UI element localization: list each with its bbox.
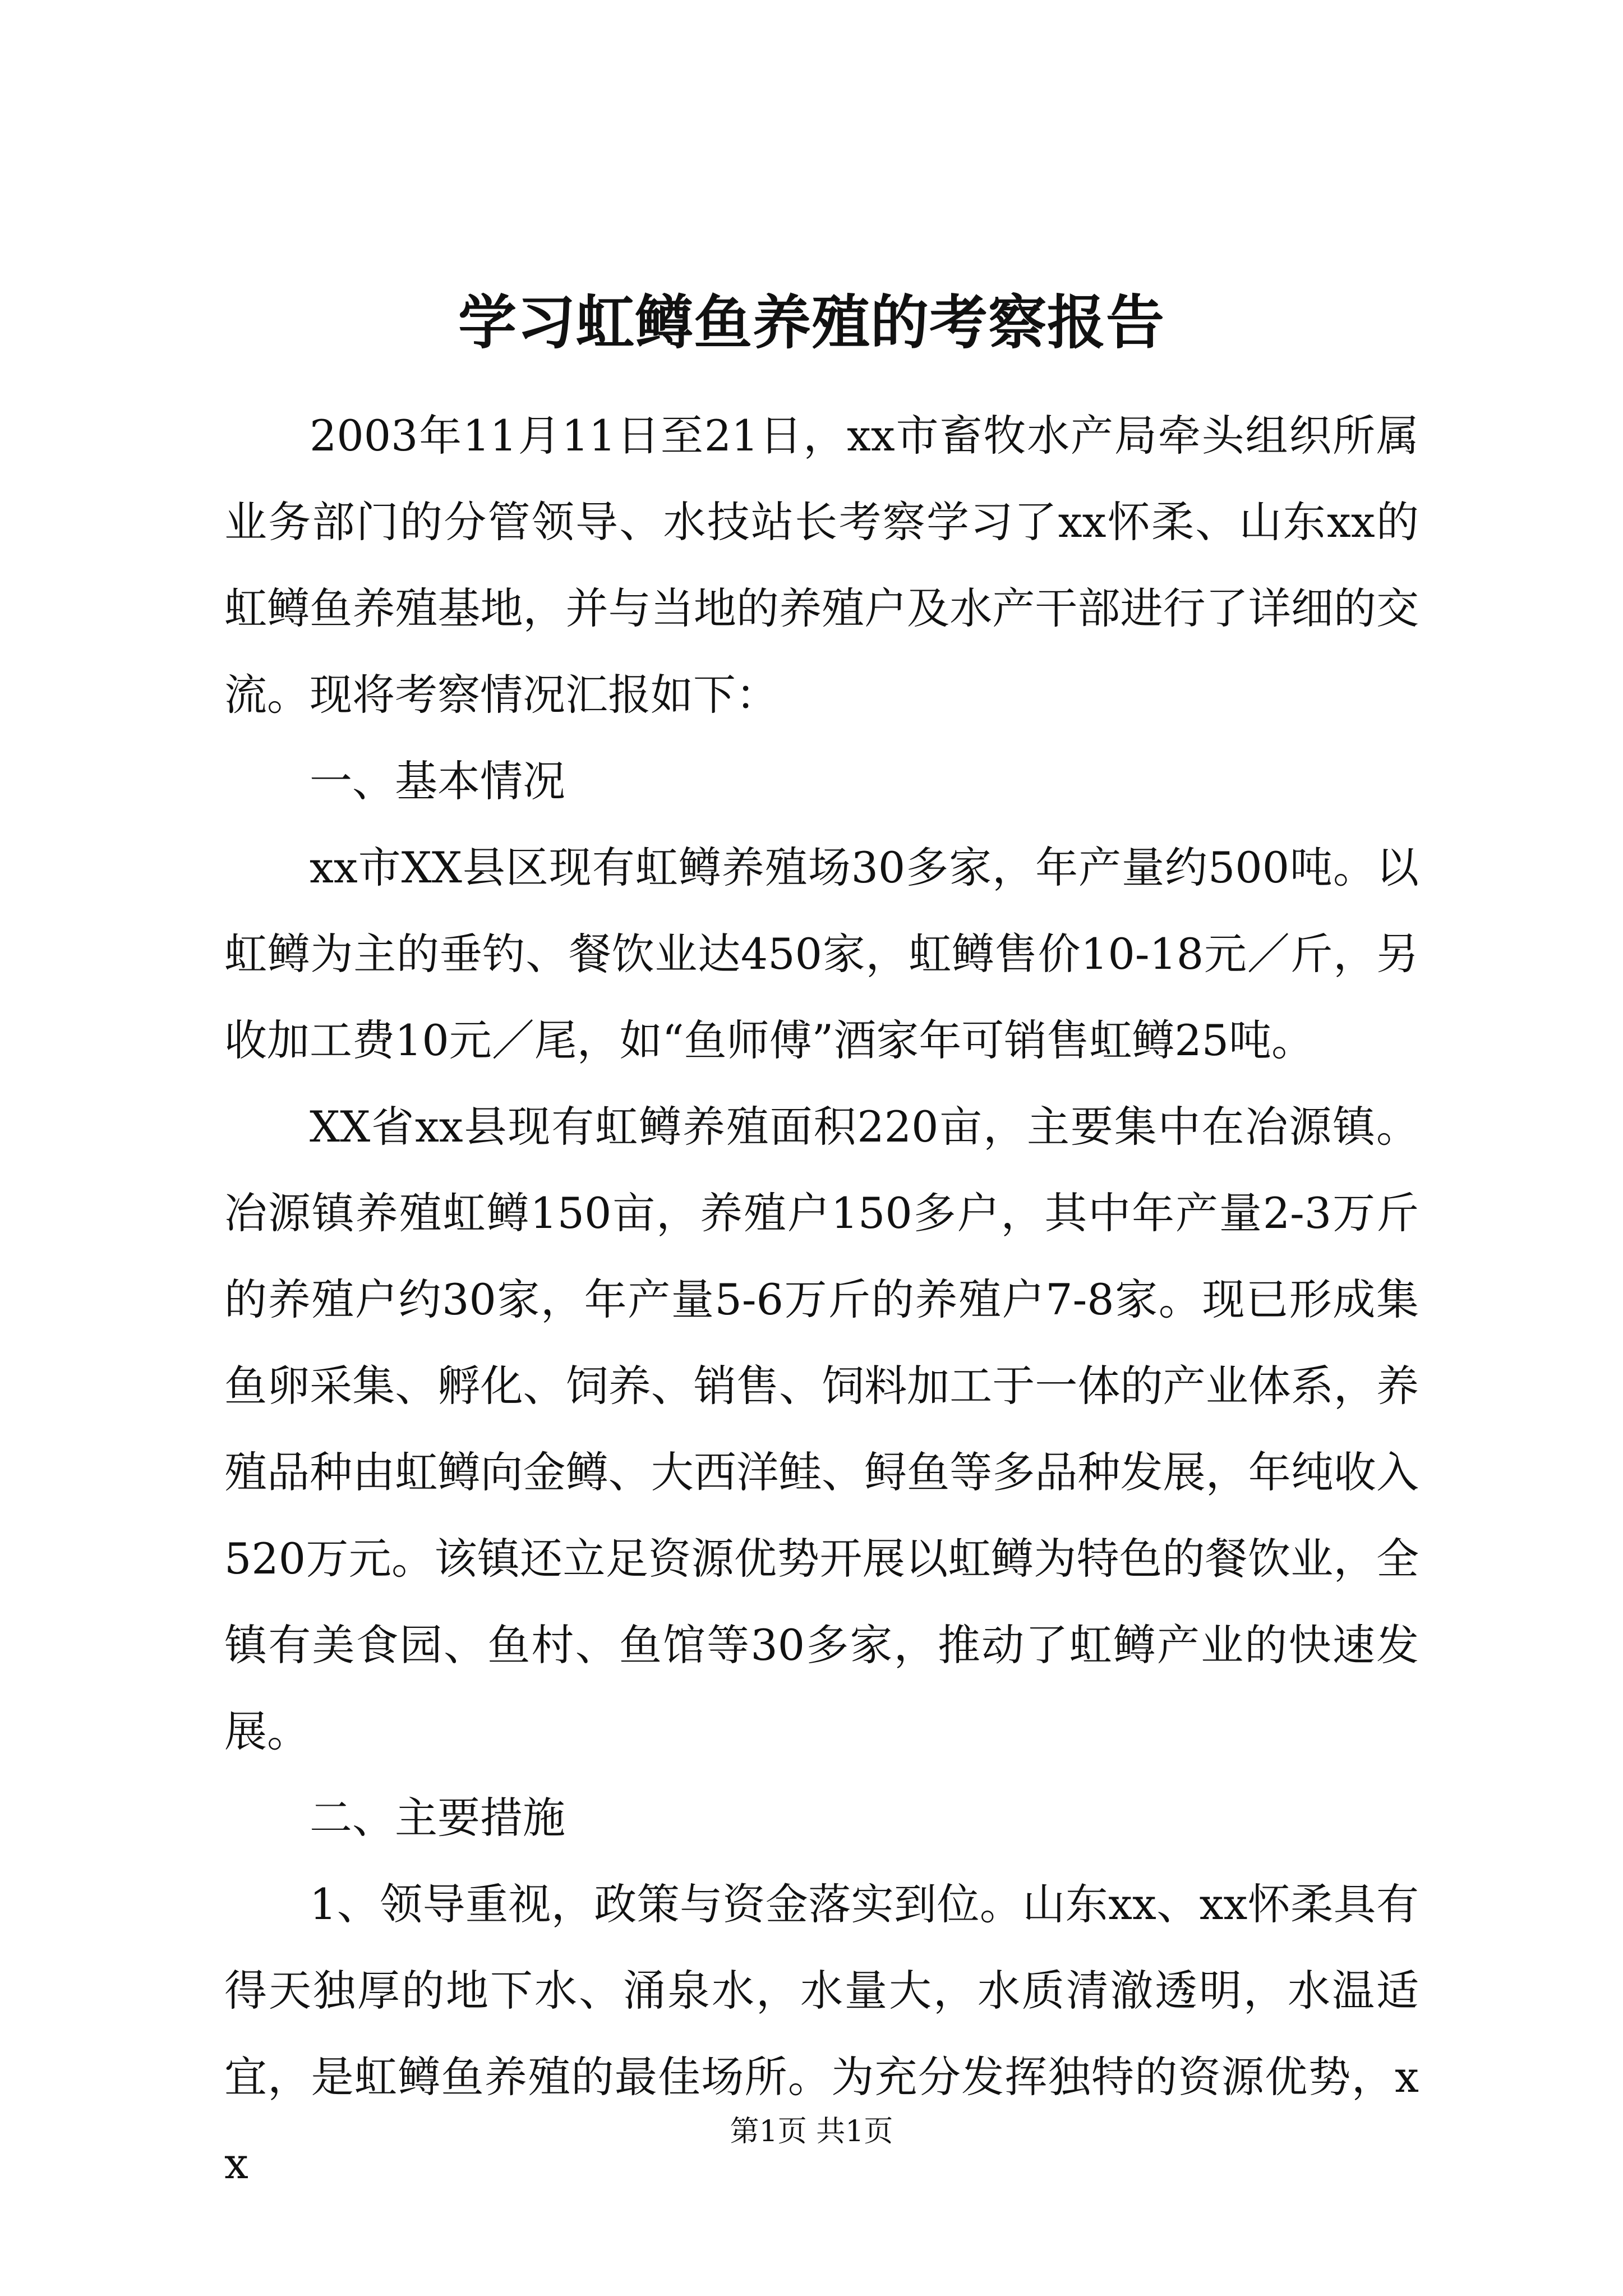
section-heading-basic-situation: 一、基本情况 <box>310 756 565 806</box>
paragraph-city-overview: xx市XX县区现有虹鳟养殖场30多家，年产量约500吨。以虹鳟为主的垂钓、餐饮业达450家，虹鳟售价10-18元／斤，另收加工费10元／尾，如“鱼师傅”酒家年可销售虹鳟25吨。 <box>224 843 1419 1065</box>
paragraph-county-overview: XX省xx县现有虹鳟养殖面积220亩，主要集中在冶源镇。冶源镇养殖虹鳟150亩，养殖户150多户，其中年产量2-3万斤的养殖户约30家，年产量5-6万斤的养殖户7-8家。现已形成集鱼卵采集、孵化、饲养、销售、饲料加工于一体的产业体系，养殖品种由虹鳟向金鳟、大西洋鲑、鲟鱼等多品种发展，年纯收入520万元。该镇还立足资源优势开展以虹鳟为特色的餐饮业，全镇有美食园、鱼村、鱼馆等30多家，推动了虹鳟产业的快速发展。 <box>224 1102 1419 1756</box>
paragraph-intro: 2003年11月11日至21日，xx市畜牧水产局牵头组织所属业务部门的分管领导、水技站长考察学习了xx怀柔、山东xx的虹鳟鱼养殖基地，并与当地的养殖户及水产干部进行了详细的交流。现将考察情况汇报如下： <box>224 411 1419 720</box>
page-footer: 第1页 共1页 <box>730 2115 893 2148</box>
section-heading-main-measures: 二、主要措施 <box>310 1793 565 1843</box>
document-body <box>224 393 1419 2207</box>
document-title: 学习虹鳟鱼养殖的考察报告 <box>458 288 1165 357</box>
paragraph-measure-1: 1、领导重视，政策与资金落实到位。山东xx、xx怀柔具有得天独厚的地下水、涌泉水，水量大，水质清澈透明，水温适宜，是虹鳟鱼养殖的最佳场所。为充分发挥独特的资源优势，xx <box>224 1879 1419 2188</box>
